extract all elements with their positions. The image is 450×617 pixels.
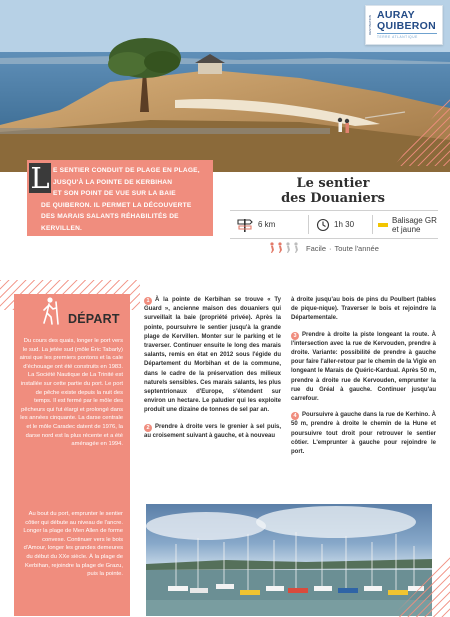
intro-line: JUSQU'À LA POINTE DE KERBIHAN bbox=[53, 178, 173, 186]
distance-value: 6 km bbox=[258, 220, 276, 229]
step-2-continued: à droite jusqu'au bois de pins du Poulbert (tables de pique-nique). Traverser le bois et rejoindre la Départementale. bbox=[291, 297, 436, 322]
harbour-boats-image bbox=[146, 504, 432, 616]
title-line1: Le sentier bbox=[296, 176, 370, 191]
balisage-text bbox=[392, 216, 437, 234]
depart-paragraph-2: Au bout du port, emprunter le sentier côtier qui débute au niveau de l'ancre. Longer la plage de Men Allen de forme convexe. Continuer vers le bois d'Amour, longer les grandes demeures du début du XXe siècle. À la plage de Kerbihan, rejoindre la plage de Grazu, puis la pointe. bbox=[23, 511, 123, 578]
intro-line: E SENTIER CONDUIT DE PLAGE EN PLAGE, bbox=[53, 167, 200, 174]
step-1-text: À la pointe de Kerbihan se trouve « Ty Guard », ancienne maison des douaniers qui surveillait la baie (propriété privée). Après la pointe, poursuivre le sentier jusqu'à la grande plage de Kervillen. Monter sur le parking et le traverser. Continuer ensuite le long des marais salants, remis en état en 2012 sous l'égide du Département du Morbihan et de la commune, dans le cadre de la préservation des milieux naturels sensibles. Ces marais salants, les plus septentrionaux d'Europe, s'étendent sur environ un hectare. Le paludier qui les exploite produit une dizaine de tonnes de sel par an. bbox=[144, 297, 281, 414]
duration-value: 1h 30 bbox=[334, 220, 355, 229]
harbour-photo bbox=[146, 504, 432, 616]
logo-divider bbox=[377, 33, 437, 34]
title-line2: des Douaniers bbox=[281, 191, 385, 206]
intro-box bbox=[27, 160, 213, 236]
step-3-text: Prendre à droite la piste longeant la route. À l'intersection avec la rue de Kervouden, prendre à droite. Variante: possibilité de prendre à gauche pour faire l'aller-retour par le chemin de la Vigie en longeant le Marais de Quéric-Kardual. Après 50 m, prendre à droite rue de Kervouden, emprunter la rue du Gréal à gauche. Continuer jusqu'au carrefour. bbox=[291, 331, 436, 403]
destination-logo bbox=[365, 5, 443, 45]
intro-line: DES MARAIS SALANTS RÉHABILITÉS DE KERVILLEN. bbox=[41, 213, 179, 232]
step-2 bbox=[144, 423, 281, 441]
distance-cell bbox=[236, 215, 275, 234]
depart-sidebar bbox=[14, 294, 130, 616]
season-label: Toute l'année bbox=[334, 243, 379, 253]
step-4-text: Poursuivre à gauche dans la rue de Kerhino. À 50 m, prendre à droite le chemin de la Hune et poursuivre tout droit pour retrouver le sentier côtier. L'emprunter à gauche pour rejoindre le port. bbox=[291, 412, 436, 456]
info-bar bbox=[230, 210, 438, 239]
intro-line: DE QUIBERON. IL PERMET LA DÉCOUVERTE bbox=[41, 201, 192, 209]
duration-cell bbox=[316, 215, 354, 234]
step-2-text: Prendre à droite vers le grenier à sel puis, au croisement suivant à gauche, et à nouveau bbox=[144, 423, 281, 439]
intro-text bbox=[41, 165, 211, 234]
step-4 bbox=[291, 411, 436, 457]
step-2-number: 2 bbox=[144, 424, 152, 432]
clock-icon bbox=[316, 218, 330, 232]
column-2 bbox=[291, 296, 436, 464]
page-title bbox=[233, 176, 433, 206]
step-1 bbox=[144, 296, 281, 416]
step-1-number: 1 bbox=[144, 297, 152, 305]
signpost-icon bbox=[236, 217, 254, 233]
depart-paragraph-1: Du cours des quais, longer le port vers le sud. La jetée sud (môle Éric Tabarly) ainsi que les premiers pontons et la cale d'échouage ont été construits en 1983. La Société Nautique de La Trinité est installée sur cette partie du port. Le port de pêche existe depuis la nuit des temps. Il est fermé par le môle des pêcheurs qui fut élargi et prolongé dans les années cinquante. La darse centrale et le môle Caradec datent de 1976, la darse nord est la plus récente et a été aménagée en 1994. bbox=[19, 338, 123, 448]
step-3-number: 3 bbox=[291, 332, 299, 340]
info-divider bbox=[308, 215, 309, 234]
step-4-number: 4 bbox=[291, 412, 299, 420]
yellow-marker-icon bbox=[378, 222, 388, 228]
difficulty-label: Facile bbox=[306, 243, 327, 253]
balisage-line2: et jaune bbox=[392, 224, 421, 234]
column-1 bbox=[144, 296, 281, 448]
logo-side-text: DESTINATION bbox=[368, 15, 372, 35]
walkers-icon bbox=[268, 242, 302, 254]
difficulty-row bbox=[230, 242, 438, 254]
logo-line2: QUIBERON bbox=[377, 20, 436, 32]
logo-tagline: TERRE ATLANTIQUE bbox=[377, 35, 418, 39]
info-divider bbox=[372, 215, 373, 234]
intro-line: ET SON POINT DE VUE SUR LA BAIE bbox=[53, 190, 176, 197]
hiker-icon bbox=[39, 296, 61, 326]
intro-drop-cap: L bbox=[30, 161, 50, 195]
depart-heading: DÉPART bbox=[68, 312, 120, 326]
balisage-cell bbox=[378, 215, 437, 234]
logo-line1: AURAY bbox=[377, 9, 415, 21]
balisage-line1: Balisage GR bbox=[392, 215, 437, 225]
meta-separator: · bbox=[329, 243, 332, 253]
step-3 bbox=[291, 331, 436, 405]
hero-photo bbox=[0, 0, 450, 172]
